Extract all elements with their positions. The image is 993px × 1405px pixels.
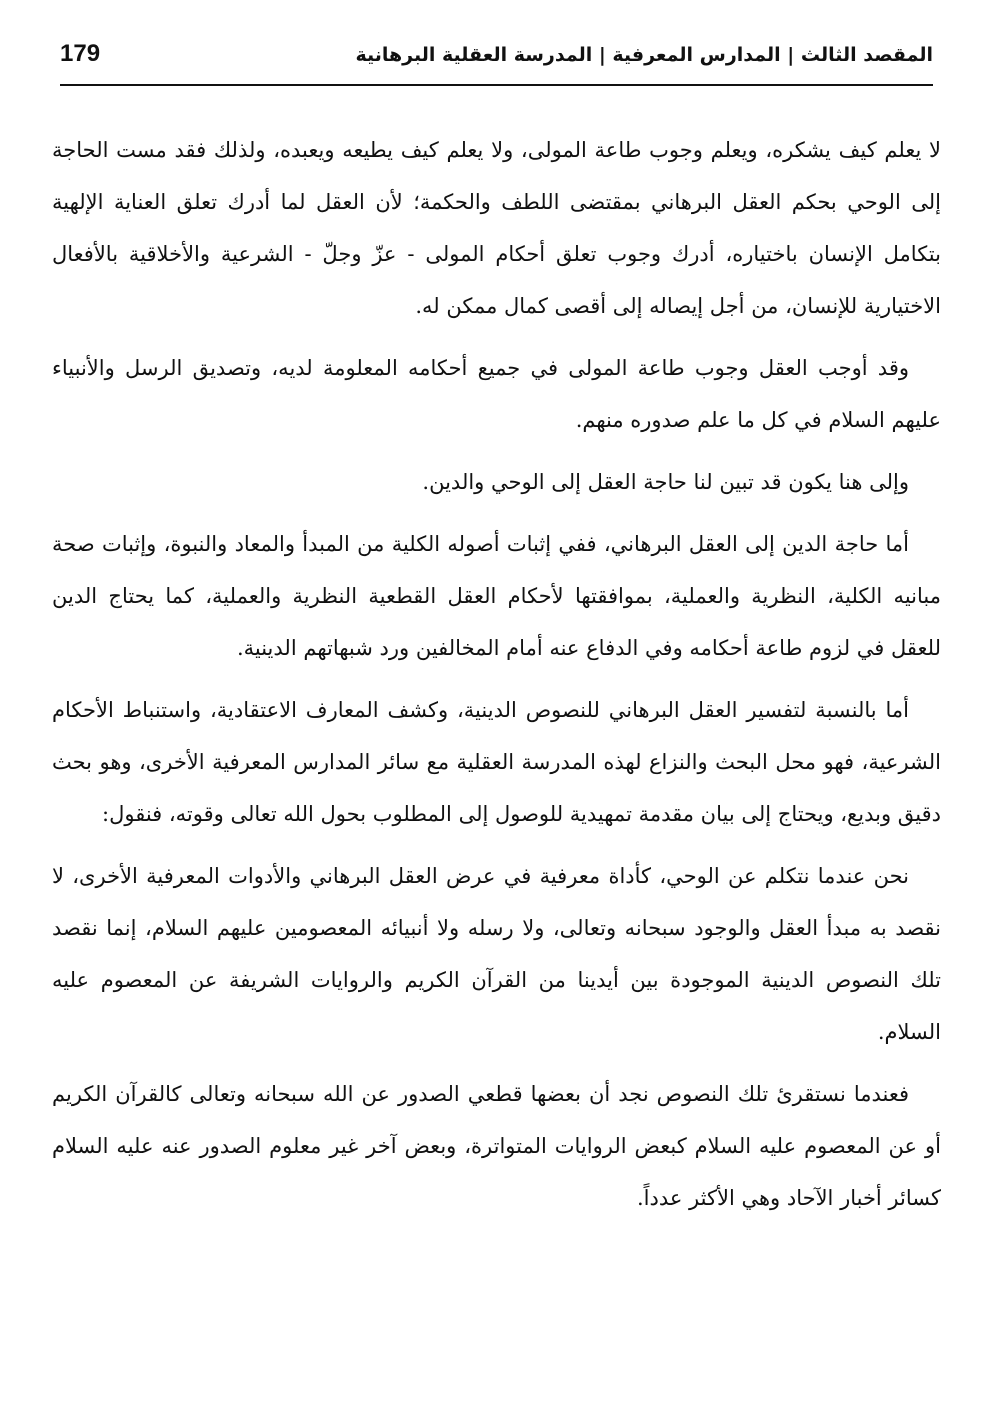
paragraph-5: أما بالنسبة لتفسير العقل البرهاني للنصوص الدينية، وكشف المعارف الاعتقادية، واستنباط الأحكام الشرعية، فهو محل البحث والنزاع لهذه المدرسة العقلية مع سائر المدارس المعرفية الأخرى، وهو بحث دقيق وبديع، ويحتاج إلى بيان مقدمة تمهيدية للوصول إلى المطلوب بحول الله تعالى وقوته، فنقول: <box>52 698 941 826</box>
paragraph-1: لا يعلم كيف يشكره، ويعلم وجوب طاعة المولى، ولا يعلم كيف يطيعه ويعبده، ولذلك فقد مست الحاجة إلى الوحي بحكم العقل البرهاني بمقتضى اللطف والحكمة؛ لأن العقل لما أدرك تعلق العناية الإلهية بتكامل الإنسان باختياره، أدرك وجوب تعلق أحكام المولى - عزّ وجلّ - الشرعية والأخلاقية بالأفعال الاختيارية للإنسان، من أجل إيصاله إلى أقصى كمال ممكن له. <box>52 138 941 318</box>
page-header <box>60 36 933 82</box>
paragraph-6: نحن عندما نتكلم عن الوحي، كأداة معرفية في عرض العقل البرهاني والأدوات المعرفية الأخرى، لا نقصد به مبدأ العقل والوجود سبحانه وتعالى، ولا رسله ولا أنبيائه المعصومين عليهم السلام، إنما نقصد تلك النصوص الدينية الموجودة بين أيدينا من القرآن الكريم والروايات الشريفة عن المعصوم عليه السلام. <box>52 864 941 1044</box>
paragraph-3: وإلى هنا يكون قد تبين لنا حاجة العقل إلى الوحي والدين. <box>422 470 909 494</box>
header-divider <box>60 84 933 86</box>
page-number: 179 <box>60 40 101 67</box>
paragraph-4: أما حاجة الدين إلى العقل البرهاني، ففي إثبات أصوله الكلية من المبدأ والمعاد والنبوة، وإثبات صحة مبانيه الكلية، النظرية والعملية، بموافقتها لأحكام العقل القطعية النظرية والعملية، كما يحتاج الدين للعقل في لزوم طاعة أحكامه وفي الدفاع عنه أمام المخالفين ورد شبهاتهم الدينية. <box>52 532 941 660</box>
running-header-title: المقصد الثالث | المدارس المعرفية | المدرسة العقلية البرهانية <box>355 44 933 66</box>
paragraph-2: وقد أوجب العقل وجوب طاعة المولى في جميع أحكامه المعلومة لديه، وتصديق الرسل والأنبياء عليهم السلام في كل ما علم صدوره منهم. <box>52 356 941 432</box>
body-text <box>52 124 941 1234</box>
paragraph-7: فعندما نستقرئ تلك النصوص نجد أن بعضها قطعي الصدور عن الله سبحانه وتعالى كالقرآن الكريم أو عن المعصوم عليه السلام كبعض الروايات المتواترة، وبعض آخر غير معلوم الصدور عنه عليه السلام كسائر أخبار الآحاد وهي الأكثر عدداً. <box>52 1082 941 1210</box>
